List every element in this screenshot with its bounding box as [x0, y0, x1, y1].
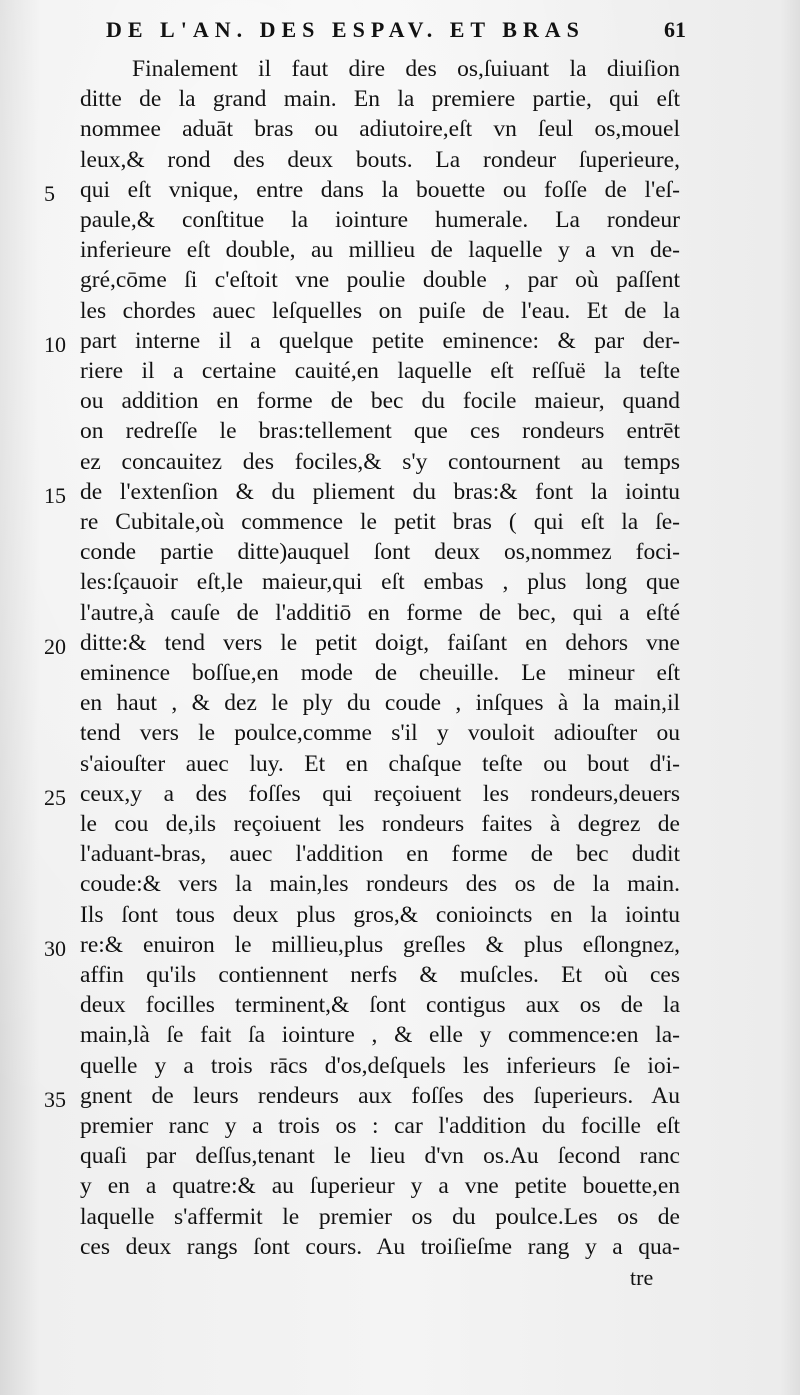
text-line: ou addition en forme de bec du focile maieur, quand — [80, 388, 680, 415]
text-line: part interne il a quelque petite eminence: & par der- — [80, 327, 680, 354]
line-number: 30 — [44, 935, 66, 961]
line-number: 10 — [44, 331, 66, 357]
text-line: ceux,y a des foſſes qui reçoiuent les rondeurs,deuers — [80, 780, 680, 807]
text-line: inferieure eſt double, au millieu de laquelle y a vn de- — [80, 237, 680, 264]
text-line: Ils ſont tous deux plus gros,& conioincts en la iointu — [80, 901, 680, 928]
text-line: nommee aduāt bras ou adiutoire,eſt vn ſeul os,mouel — [80, 116, 680, 143]
text-line: paule,& conſtitue la iointure humerale. La rondeur — [80, 207, 680, 233]
text-line: coude:& vers la main,les rondeurs des os de la main. — [80, 871, 680, 898]
text-line: re Cubitale,où commence le petit bras ( qui eſt la ſe- — [80, 509, 680, 535]
text-line: s'aiouſter auec luy. Et en chaſque teſte ou bout d'i- — [80, 750, 680, 777]
text-line: tend vers le poulce,comme s'il y vouloit adiouſter ou — [80, 720, 680, 747]
text-line: main,là ſe fait ſa iointure , & elle y commence:en la- — [80, 1022, 680, 1049]
text-line: conde partie ditte)auquel ſont deux os,nommez foci- — [80, 539, 680, 566]
text-line: riere il a certaine cauité,en laquelle eſt reſſuë la teſte — [80, 358, 680, 384]
text-line: le cou de,ils reçoiuent les rondeurs faites à degrez de — [80, 811, 680, 837]
line-number: 20 — [44, 633, 66, 659]
text-line: deux focilles terminent,& ſont contigus aux os de la — [80, 992, 680, 1019]
text-line: on redreſſe le bras:tellement que ces rondeurs entrēt — [80, 418, 680, 445]
text-line: qui eſt vnique, entre dans la bouette ou foſſe de l'eſ- — [80, 176, 680, 203]
text-line: quelle y a trois rācs d'os,deſquels les inferieurs ſe ioi- — [80, 1052, 680, 1079]
text-line: l'autre,à cauſe de l'additiō en forme de bec, qui a eſté — [80, 599, 680, 626]
text-line: gnent de leurs rendeurs aux foſſes des ſuperieurs. Au — [80, 1082, 680, 1109]
text-line: quaſi par deſſus,tenant le lieu d'vn os.Au ſecond ranc — [80, 1143, 680, 1170]
text-line: leux,& rond des deux bouts. La rondeur ſuperieure, — [80, 146, 680, 173]
text-line: Finalement il faut dire des os,ſuiuant la diuiſion — [132, 56, 680, 82]
text-line: de l'extenſion & du pliement du bras:& font la iointu — [80, 478, 680, 505]
text-line: les chordes auec leſquelles on puiſe de l'eau. Et de la — [80, 297, 680, 324]
text-line: eminence boſſue,en mode de cheuille. Le mineur eſt — [80, 660, 680, 686]
text-line: en haut , & dez le ply du coude , inſques à la main,il — [80, 690, 680, 717]
running-title: DE L'AN. DES ESPAV. ET BRAS — [106, 17, 585, 42]
text-line: les:ſçauoir eſt,le maieur,qui eſt embas , plus long que — [80, 569, 680, 596]
text-line: affin qu'ils contiennent nerfs & muſcles. Et où ces — [80, 962, 680, 988]
text-line: y en a quatre:& au ſuperieur y a vne petite bouette,en — [80, 1173, 680, 1200]
line-number: 25 — [44, 784, 66, 810]
page-number: 61 — [664, 17, 686, 42]
text-line: ces deux rangs ſont cours. Au troiſieſme rang y a qua- — [80, 1233, 680, 1260]
text-line: ez concauitez des fociles,& s'y contournent au temps — [80, 448, 680, 475]
text-line: l'aduant-bras, auec l'addition en forme de bec dudit — [80, 841, 680, 868]
line-number: 15 — [44, 482, 66, 508]
text-line: premier ranc y a trois os : car l'addition du focille eſt — [80, 1113, 680, 1139]
catchword: tre — [630, 1265, 654, 1290]
text-line: ditte:& tend vers le petit doigt, faiſant en dehors vne — [80, 629, 680, 656]
text-line: re:& enuiron le millieu,plus greſles & plus eſlongnez, — [80, 931, 680, 958]
text-line: gré,cōme ſi c'eſtoit vne poulie double , par où paſſent — [80, 267, 680, 294]
line-number: 35 — [44, 1086, 66, 1112]
running-head — [106, 14, 686, 46]
line-number: 5 — [44, 180, 55, 206]
text-line: laquelle s'affermit le premier os du poulce.Les os de — [80, 1203, 680, 1230]
text-line: ditte de la grand main. En la premiere partie, qui eſt — [80, 86, 680, 113]
